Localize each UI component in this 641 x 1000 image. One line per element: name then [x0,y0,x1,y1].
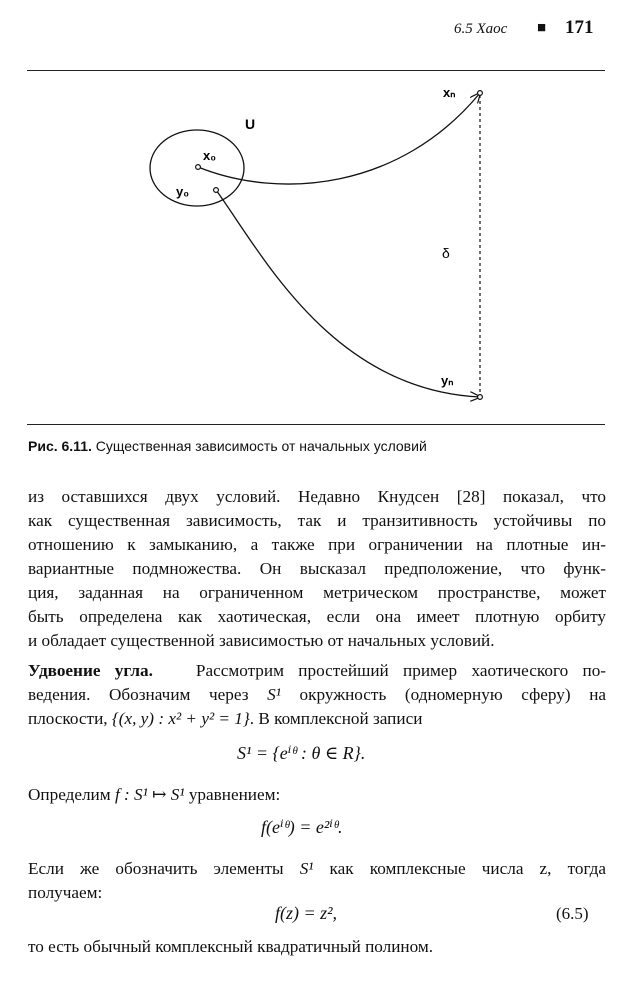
text-line: отношению к замыканию, а также при ограничении на плотные ин- [28,535,606,554]
final-line [28,935,606,959]
math-s1: S¹ [267,685,281,704]
label-xn: xₙ [443,85,456,100]
point-y0 [214,188,219,193]
text-fragment: окружность (одномерную сферу) на [299,685,607,704]
page-number: 171 [565,17,594,38]
figure-bottom-rule [27,424,605,425]
paragraph-3 [28,857,606,905]
equation-number: (6.5) [556,904,589,923]
point-x0 [196,165,201,170]
equation-circle: S¹ = {eⁱᶿ : θ ∈ R}. [237,743,366,763]
text-fragment: ведения. Обозначим через [28,685,249,704]
text-line [28,659,606,683]
orbit-x-curve [198,93,480,184]
paragraph-2 [28,659,606,731]
text-line [28,707,606,731]
text-line [28,683,606,707]
text-line [28,857,606,881]
point-xn [478,91,483,96]
caption-text: Существенная зависимость от начальных условий [95,438,427,454]
orbit-y-curve [216,190,480,397]
equation-square: f(z) = z², [275,903,338,923]
label-yn: yₙ [441,373,454,388]
text-line: вариантные подмножества. Он высказал предположение, что функ- [28,559,606,578]
paragraph-1 [28,485,606,653]
text-line: ция, заданная на ограниченном метрическом пространстве, может [28,583,606,602]
math-s1: S¹ [299,859,314,878]
running-head-section: 6.5 Хаос [454,21,508,37]
text-line: получаем: [28,883,103,902]
math-map: f : S¹ ↦ S¹ [114,785,185,804]
text-line: то есть обычный комплексный квадратичный полином. [28,937,434,956]
label-x0: x₀ [203,148,217,163]
text-fragment: как комплексные числа z, тогда [329,859,607,878]
figure-caption [28,438,427,454]
equation-doubling: f(eⁱᶿ) = e²ⁱᶿ. [261,817,343,837]
paragraph-heading: Удвоение угла. [28,661,153,680]
text-line [28,783,606,807]
text-line: как существенная зависимость, так и транзитивность устойчивы по [28,511,606,530]
text-fragment: уравнением: [188,785,281,804]
label-U: U [245,116,256,132]
define-line [28,783,606,807]
point-yn [478,395,483,400]
text-fragment: . В комплексной записи [249,709,423,728]
running-head-bullet: ■ [537,20,547,36]
text-line: из оставшихся двух условий. Недавно Кнудсен [28] показал, что [28,487,606,506]
text-fragment: Если же обозначить элементы [28,859,284,878]
text-fragment: плоскости, [28,709,108,728]
text-fragment: Рассмотрим простейший пример хаотического по- [195,661,607,680]
text-line: и обладает существенной зависимостью от начальных условий. [28,631,495,650]
figure-sensitive-dependence [0,70,641,430]
text-fragment: Определим [28,785,111,804]
math-set-definition: {(x, y) : x² + y² = 1} [111,709,250,728]
text-line: быть определена как хаотическая, если она имеет плотную орбиту [28,607,606,626]
caption-label: Рис. 6.11. [28,438,92,454]
label-y0: y₀ [176,184,190,199]
label-delta: δ [442,245,450,261]
